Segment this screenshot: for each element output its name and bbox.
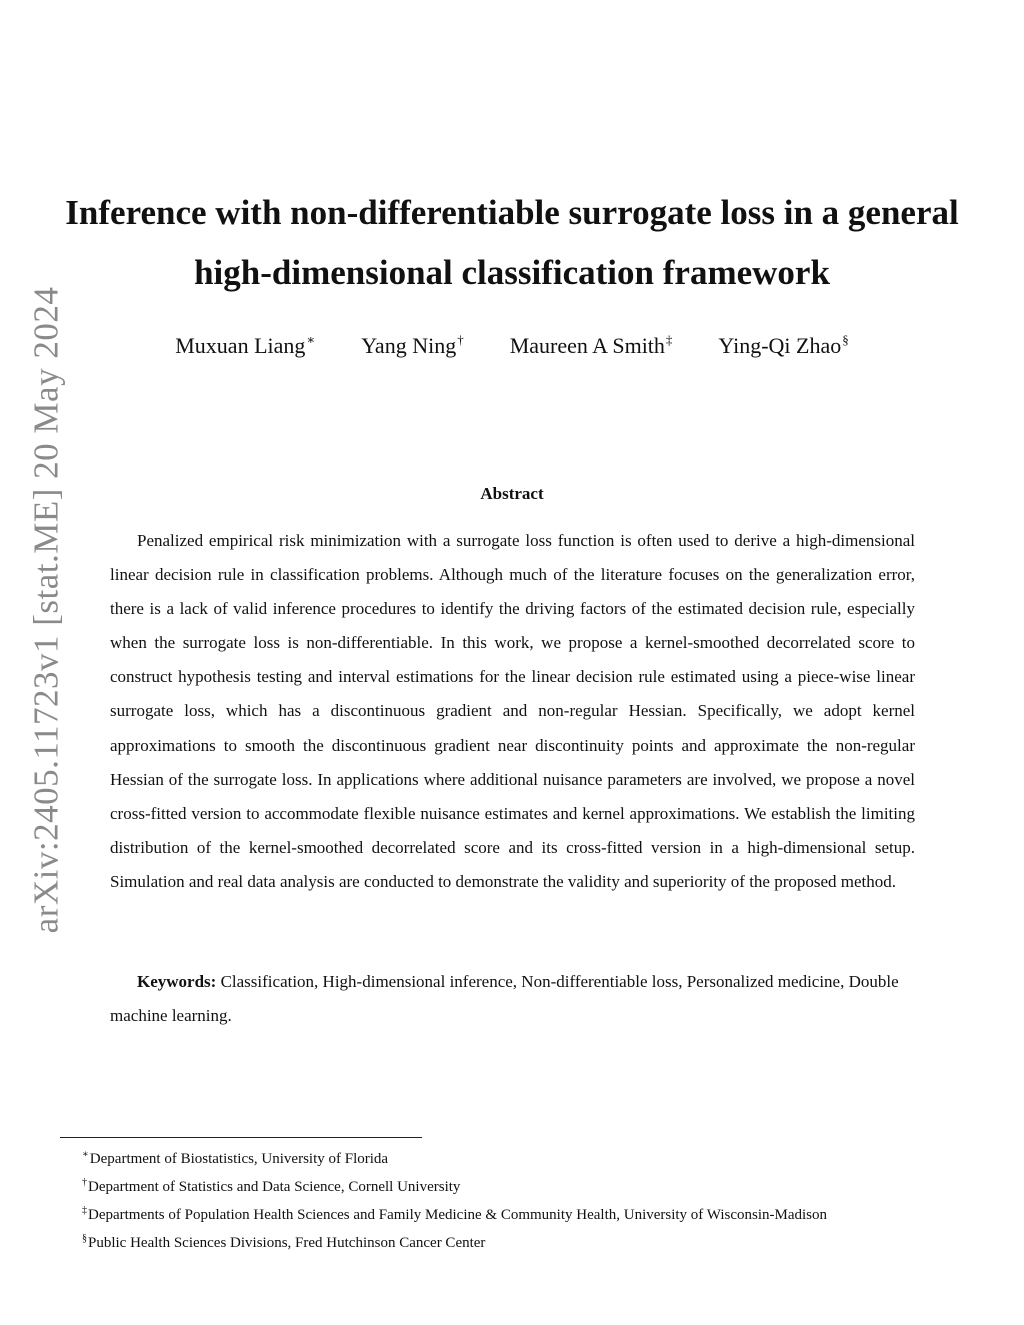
author-name: Yang Ning xyxy=(361,333,457,358)
footnote-mark: ‡ xyxy=(82,1205,87,1216)
author-footnote-mark: ∗ xyxy=(306,332,316,347)
keywords-list: Classification, High-dimensional inference, Non-differentiable loss, Personalized medicine, Double machine learning. xyxy=(110,972,899,1025)
footnote-text: Departments of Population Health Sciences and Family Medicine & Community Health, University of Wisconsin-Madison xyxy=(88,1207,827,1223)
author-footnote-mark: † xyxy=(457,332,464,347)
author-footnote-mark: § xyxy=(842,332,849,347)
footnote-3 xyxy=(82,1199,982,1227)
abstract-heading: Abstract xyxy=(480,484,544,503)
footnote-2 xyxy=(82,1171,982,1199)
footnotes xyxy=(82,1143,982,1255)
author-list xyxy=(60,332,964,359)
footnote-mark: † xyxy=(82,1177,87,1188)
footnote-1 xyxy=(82,1143,982,1171)
footnote-mark: ∗ xyxy=(82,1149,89,1160)
keywords-label: Keywords: xyxy=(137,972,217,991)
footnote-4 xyxy=(82,1227,982,1255)
keywords-section xyxy=(110,965,942,1033)
footnote-text: Department of Statistics and Data Science, Cornell University xyxy=(88,1179,461,1195)
arxiv-identifier-stamp xyxy=(22,286,70,934)
author-name: Ying-Qi Zhao xyxy=(718,333,842,358)
author-footnote-mark: ‡ xyxy=(665,332,673,347)
author-4 xyxy=(718,332,848,359)
footnote-text: Public Health Sciences Divisions, Fred Hutchinson Cancer Center xyxy=(88,1235,486,1251)
author-2 xyxy=(361,332,463,359)
arxiv-identifier-text: arXiv:2405.11723v1 [stat.ME] 20 May 2024 xyxy=(26,286,65,934)
author-name: Muxuan Liang xyxy=(175,333,306,358)
footnote-divider xyxy=(60,1137,422,1138)
paper-title: Inference with non-differentiable surrogate loss in a general high-dimensional classification framework xyxy=(65,193,959,292)
author-1 xyxy=(175,332,315,359)
footnote-mark: § xyxy=(82,1233,87,1244)
author-3 xyxy=(510,332,673,359)
abstract-text: Penalized empirical risk minimization with a surrogate loss function is often used to derive a high-dimensional linear decision rule in classification problems. Although much of the literature focuses on the generalization error, there is a lack of valid inference procedures to identify the driving factors of the estimated decision rule, especially when the surrogate loss is non-differentiable. In this work, we propose a kernel-smoothed decorrelated score to construct hypothesis testing and interval estimations for the linear decision rule estimated using a piece-wise linear surrogate loss, which has a discontinuous gradient and non-regular Hessian. Specifically, we adopt kernel approximations to smooth the discontinuous gradient near discontinuity points and approximate the non-regular Hessian of the surrogate loss. In applications where additional nuisance parameters are involved, we propose a novel cross-fitted version to accommodate flexible nuisance estimates and kernel approximations. We establish the limiting distribution of the kernel-smoothed decorrelated score and its cross-fitted version in a high-dimensional setup. Simulation and real data analysis are conducted to demonstrate the validity and superiority of the proposed method. xyxy=(110,531,915,891)
footnote-text: Department of Biostatistics, University of Florida xyxy=(89,1151,389,1167)
author-name: Maureen A Smith xyxy=(509,333,665,358)
